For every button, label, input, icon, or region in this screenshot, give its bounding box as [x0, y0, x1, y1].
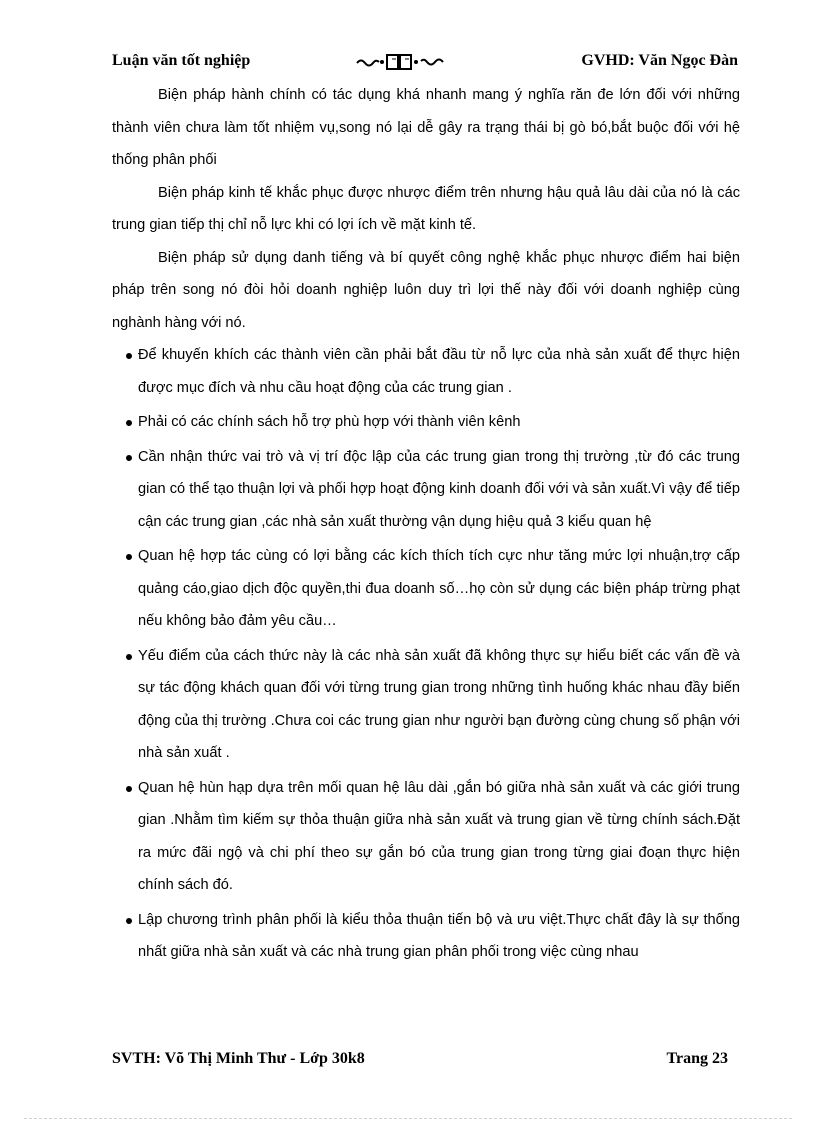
- list-item-text: Quan hệ hợp tác cùng có lợi bằng các kích thích tích cực như tăng mức lợi nhuận,trợ cấp quảng cáo,giao dịch độc quyền,thi đua doanh số…họ còn sử dụng các biện pháp trừng phạt nếu không bảo đảm yêu cầu…: [138, 548, 740, 629]
- list-item: [112, 904, 740, 969]
- list-item: [112, 540, 740, 638]
- page-header: [112, 50, 742, 74]
- bullet-icon: [126, 654, 132, 660]
- list-item-text: Quan hệ hùn hạp dựa trên mối quan hệ lâu dài ,gắn bó giữa nhà sản xuất và các giới trung gian .Nhằm tìm kiếm sự thỏa thuận giữa nhà sản xuất và trung gian về từng chính sách.Đặt ra mức đãi ngộ và chi phí theo sự gắn bó của trung gian trong từng giai đoạn thực hiện chính sách đó.: [138, 779, 740, 893]
- page-edge-divider: [24, 1118, 792, 1119]
- list-item-text: Để khuyến khích các thành viên cần phải bắt đầu từ nỗ lực của nhà sản xuất để thực hiện được mục đích và nhu cầu hoạt động của các trung gian .: [138, 347, 740, 396]
- list-item: [112, 406, 740, 439]
- bullet-icon: [126, 918, 132, 924]
- paragraph: Biện pháp kinh tế khắc phục được nhược điểm trên nhưng hậu quả lâu dài của nó là các trung gian tiếp thị chỉ nỗ lực khi có lợi ích về mặt kinh tế.: [112, 184, 740, 233]
- bullet-icon: [126, 353, 132, 359]
- list-item: [112, 640, 740, 770]
- list-item: [112, 772, 740, 902]
- paragraph: Biện pháp hành chính có tác dụng khá nhanh mang ý nghĩa răn đe lớn đối với những thành viên chưa làm tốt nhiệm vụ,song nó lại dễ gây ra trạng thái bị gò bó,bắt buộc đối với hệ thống phân phối: [112, 87, 740, 168]
- list-item-text: Phải có các chính sách hỗ trợ phù hợp với thành viên kênh: [138, 414, 521, 430]
- advisor-label: GVHD: Văn Ngọc Đàn: [581, 52, 738, 69]
- student-label: SVTH: Võ Thị Minh Thư - Lớp 30k8: [112, 1050, 365, 1067]
- thesis-label: Luận văn tốt nghiệp: [112, 52, 251, 69]
- bullet-icon: [126, 420, 132, 426]
- page-body: [112, 79, 740, 969]
- list-item-text: Yếu điểm của cách thức này là các nhà sản xuất đã không thực sự hiểu biết các vấn đề và sự tác động khách quan đối với từng trung gian trong những tình huống khác nhau đầy biến động của thị trường .Chưa coi các trung gian như người bạn đường cùng chung số phận với nhà sản xuất .: [138, 647, 740, 761]
- paragraph: Biện pháp sử dụng danh tiếng và bí quyết công nghệ khắc phục nhược điểm hai biện pháp trên song nó đòi hỏi doanh nghiệp luôn duy trì lợi thế này đối với doanh nghiệp cùng nghành hàng với nó.: [112, 249, 740, 331]
- list-item: [112, 441, 740, 539]
- page-number: Trang 23: [666, 1050, 728, 1067]
- list-item-text: Lập chương trình phân phối là kiểu thỏa thuận tiến bộ và ưu việt.Thực chất đây là sự thống nhất giữa nhà sản xuất và các nhà trung gian phân phối trong việc cùng nhau: [138, 911, 740, 960]
- page-footer: [112, 1050, 728, 1074]
- bullet-icon: [126, 554, 132, 560]
- bullet-list: [112, 339, 740, 969]
- book-ornament-icon: [355, 52, 445, 72]
- bullet-icon: [126, 455, 132, 461]
- list-item-text: Cần nhận thức vai trò và vị trí độc lập của các trung gian trong thị trường ,từ đó các trung gian có thể tạo thuận lợi và phối hợp hoạt động kinh doanh đối với và sản xuất.Vì vậy để tiếp cận các trung gian ,các nhà sản xuất thường vận dụng hiệu quả 3 kiểu quan hệ: [138, 448, 740, 530]
- list-item: [112, 339, 740, 404]
- bullet-icon: [126, 786, 132, 792]
